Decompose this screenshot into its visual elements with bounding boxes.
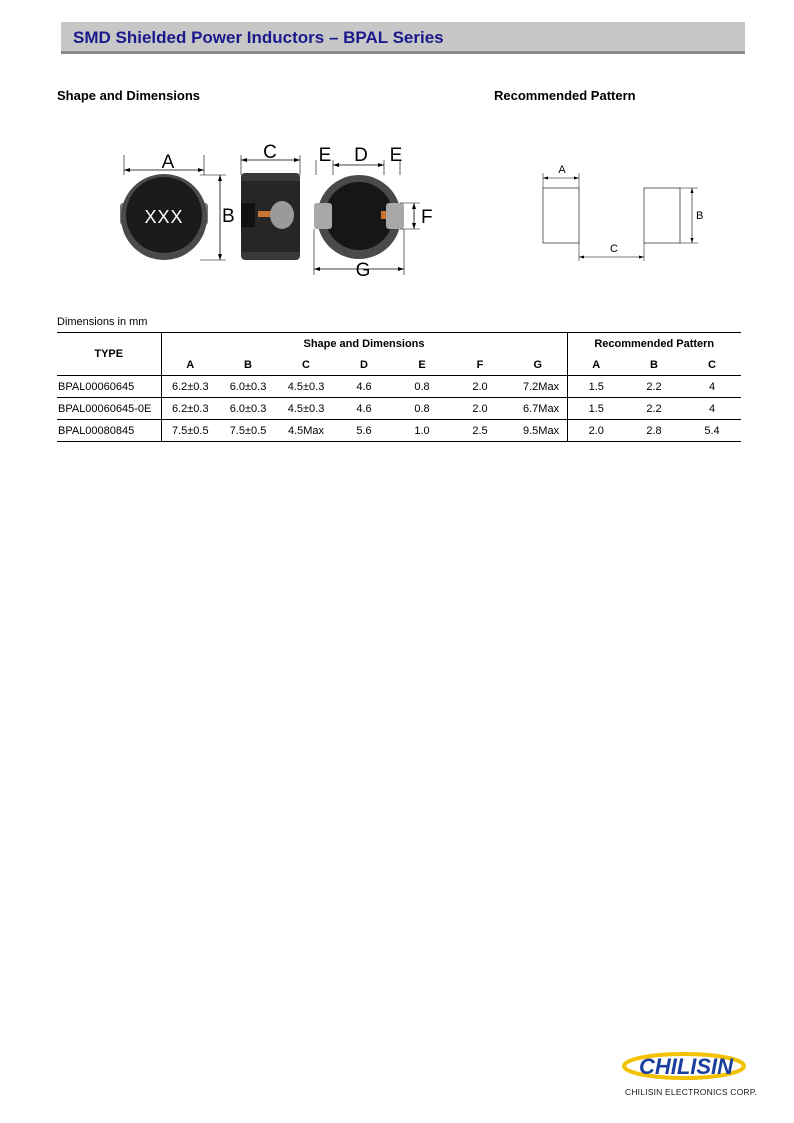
pattern-label-a: A [558,164,566,176]
pattern-label-c: C [610,243,618,255]
cell-b: 6.0±0.3 [219,376,277,398]
cell-c: 4.5Max [277,420,335,442]
cell-d: 5.6 [335,420,393,442]
pattern-pad-right [644,188,680,243]
dim-label-e-left: E [318,145,332,166]
cell-e: 0.8 [393,376,451,398]
col-header-type: TYPE [57,333,161,376]
col-header-a: A [186,358,195,371]
cell-type: BPAL00080845 [57,420,161,442]
dimensions-table [57,332,741,442]
cell-g: 9.5Max [509,420,567,442]
pattern-pad-left [543,188,579,243]
pattern-drawing [530,155,720,265]
cell-b: 6.0±0.3 [219,398,277,420]
col-header-pattern-c: C [708,358,716,371]
cell-pattern-c: 4 [683,398,741,420]
cell-f: 2.0 [451,376,509,398]
table-row [57,420,741,442]
pattern-label-b: B [696,210,704,222]
cell-a: 6.2±0.3 [161,398,219,420]
cell-e: 1.0 [393,420,451,442]
cell-pattern-b: 2.8 [625,420,683,442]
shape-dimensions-heading: Shape and Dimensions [57,88,201,103]
dim-label-b: B [222,206,235,227]
cell-c: 4.5±0.3 [277,398,335,420]
col-header-b: B [244,358,252,371]
dim-label-e-right: E [389,145,403,166]
bottom-view [314,145,433,280]
col-header-f: F [476,358,484,371]
units-note: Dimensions in mm [57,316,148,328]
dim-label-d: D [354,145,368,166]
top-view [120,152,235,260]
side-view [241,142,300,260]
group-header-pattern: Recommended Pattern [567,333,741,355]
logo-wordmark: CHILISIN [638,1054,734,1079]
cell-pattern-c: 4 [683,376,741,398]
cell-type: BPAL00060645-0E [57,398,161,420]
cell-b: 7.5±0.5 [219,420,277,442]
part-marking: XXX [144,207,184,227]
cell-pattern-b: 2.2 [625,376,683,398]
inductor-drawing [100,135,440,280]
cell-pattern-a: 1.5 [567,376,625,398]
col-header-pattern-b: B [650,358,658,371]
cell-pattern-a: 1.5 [567,398,625,420]
table-row [57,376,741,398]
cell-f: 2.0 [451,398,509,420]
col-header-pattern-a: A [592,358,601,371]
cell-type: BPAL00060645 [57,376,161,398]
dim-label-g: G [355,260,371,280]
cell-d: 4.6 [335,376,393,398]
chilisin-logo [622,1048,758,1088]
dim-label-a-top: A [161,152,175,173]
cell-a: 7.5±0.5 [161,420,219,442]
cell-c: 4.5±0.3 [277,376,335,398]
cell-d: 4.6 [335,398,393,420]
cell-e: 0.8 [393,398,451,420]
col-header-e: E [418,358,426,371]
cell-f: 2.5 [451,420,509,442]
page-title: SMD Shielded Power Inductors – BPAL Series [73,28,444,47]
company-name: CHILISIN ELECTRONICS CORP. [625,1087,758,1097]
cell-pattern-a: 2.0 [567,420,625,442]
title-bar [61,22,745,54]
group-header-shape: Shape and Dimensions [161,333,567,355]
recommended-pattern-heading: Recommended Pattern [494,88,636,103]
cell-pattern-b: 2.2 [625,398,683,420]
col-header-d: D [360,358,368,371]
cell-pattern-c: 5.4 [683,420,741,442]
table-row [57,398,741,420]
cell-g: 6.7Max [509,398,567,420]
col-header-c: C [302,358,310,371]
col-header-g: G [509,354,567,376]
dim-label-c: C [263,142,277,163]
cell-g: 7.2Max [509,376,567,398]
cell-a: 6.2±0.3 [161,376,219,398]
dim-label-f: F [421,207,433,228]
